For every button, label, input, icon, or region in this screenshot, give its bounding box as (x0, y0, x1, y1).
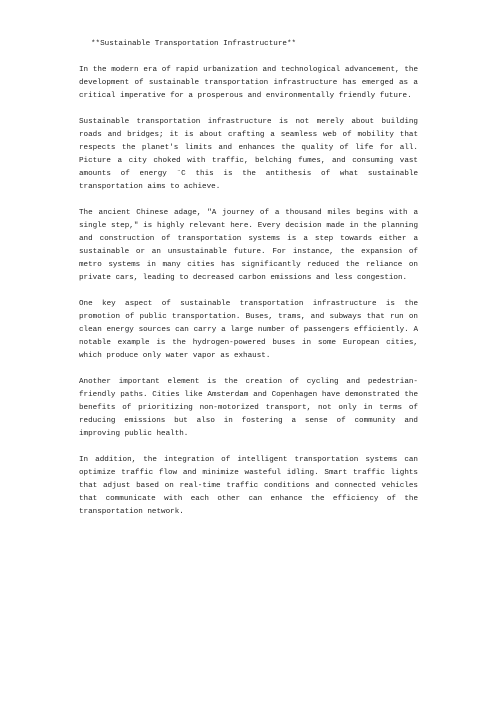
paragraph-3: The ancient Chinese adage, "A journey of a thousand miles begins with a single step," is highly relevant here. Every decision made in the planning and construction of transportation systems is a step towards either a sustainable or an unsustainable future. For instance, the expansion of metro systems in many cities has significantly reduced the reliance on private cars, leading to decreased carbon emissions and less congestion. (79, 209, 418, 282)
paragraph-5: Another important element is the creation of cycling and pedestrian-friendly paths. Cities like Amsterdam and Copenhagen have demonstrated the benefits of prioritizing non-motorized transport, not only in terms of reducing emissions but also in fostering a sense of community and improving public health. (79, 378, 418, 438)
paragraph-1: In the modern era of rapid urbanization and technological advancement, the development of sustainable transportation infrastructure has emerged as a critical imperative for a prosperous and environmentally friendly future. (79, 66, 418, 100)
paragraph-2: Sustainable transportation infrastructure is not merely about building roads and bridges; it is about crafting a seamless web of mobility that respects the planet's limits and enhances the quality of life for all. Picture a city choked with traffic, belching fumes, and consuming vast amounts of energy ¨C this is the antithesis of what sustainable transportation aims to achieve. (79, 118, 418, 191)
document-title: **Sustainable Transportation Infrastructure** (91, 40, 297, 48)
paragraph-4: One key aspect of sustainable transportation infrastructure is the promotion of public transportation. Buses, trams, and subways that run on clean energy sources can carry a large number of passengers efficiently. A notable example is the hydrogen-powered buses in some European cities, which produce only water vapor as exhaust. (79, 300, 418, 360)
document-page (79, 38, 418, 532)
paragraph-6: In addition, the integration of intelligent transportation systems can optimize traffic flow and minimize wasteful idling. Smart traffic lights that adjust based on real-time traffic conditions and connected vehicles that communicate with each other can enhance the efficiency of the transportation network. (79, 456, 418, 516)
